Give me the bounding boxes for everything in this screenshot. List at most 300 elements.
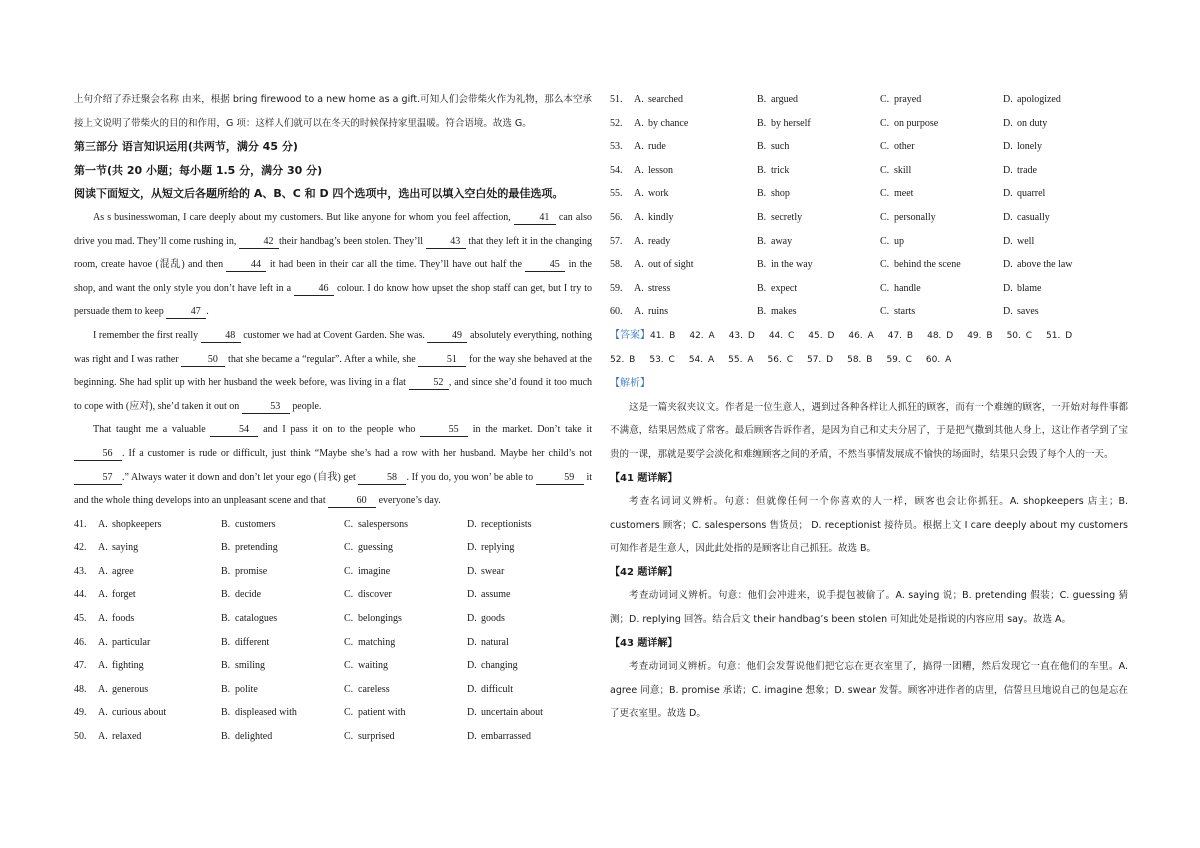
- option-text: assume: [481, 589, 511, 601]
- option-text: up: [894, 235, 904, 247]
- answer-item: 52. B: [610, 354, 636, 365]
- question-number: 41.: [74, 518, 87, 530]
- blank-47: 47: [166, 306, 206, 319]
- option-text: different: [235, 636, 270, 648]
- option-a: [634, 253, 757, 277]
- option-letter: A.: [634, 164, 644, 176]
- option-text: shop: [771, 188, 790, 200]
- option-letter: A.: [98, 613, 108, 625]
- option-a: [634, 159, 757, 183]
- option-letter: C.: [880, 188, 890, 200]
- question-number: 47.: [74, 660, 87, 672]
- option-a: [98, 513, 221, 537]
- option-letter: D.: [1003, 164, 1013, 176]
- blank-57: 57: [74, 472, 122, 485]
- option-row: [610, 300, 1128, 324]
- blank-43: 43: [426, 236, 466, 249]
- answer-item: 60. A: [925, 354, 952, 365]
- option-b: [757, 88, 880, 112]
- option-text: promise: [235, 565, 268, 577]
- option-b: [757, 206, 880, 230]
- option-text: makes: [771, 306, 797, 318]
- question-number: 43.: [74, 565, 87, 577]
- option-d: [1003, 277, 1126, 301]
- option-b: [221, 583, 344, 607]
- option-b: [757, 277, 880, 301]
- option-b: [221, 725, 344, 749]
- option-letter: A.: [98, 542, 108, 554]
- option-letter: A.: [98, 660, 108, 672]
- detail-43-text: 考查动词词义辨析。句意：他们会发誓说他们把它忘在更衣室里了，搞得一团糟，然后发现它一直在他们的车里。A. agree 同意；B. promise 承诺；C. imagine 想象；D. swear 发誓。顾客冲进作者的店里，信誓旦旦地说自己的包是忘在了更衣室里。故选 D。: [610, 661, 1128, 720]
- option-letter: B.: [221, 636, 231, 648]
- option-letter: C.: [880, 164, 890, 176]
- option-d: [1003, 112, 1126, 136]
- option-b: [221, 654, 344, 678]
- blank-53: 53: [242, 401, 290, 414]
- answer-item: 55. A: [728, 354, 754, 365]
- option-letter: C.: [344, 542, 354, 554]
- option-row: [74, 560, 592, 584]
- option-row: [74, 513, 592, 537]
- answer-item: 53. C: [649, 354, 675, 365]
- option-letter: A.: [98, 565, 108, 577]
- option-row: [610, 277, 1128, 301]
- option-a: [634, 88, 757, 112]
- option-letter: B.: [757, 282, 767, 294]
- option-letter: D.: [467, 660, 477, 672]
- option-d: [1003, 206, 1126, 230]
- option-letter: B.: [221, 683, 231, 695]
- question-number: 49.: [74, 707, 87, 719]
- option-letter: D.: [1003, 117, 1013, 129]
- option-letter: B.: [221, 518, 231, 530]
- option-text: such: [771, 141, 790, 153]
- answer-item: 58. B: [847, 354, 873, 365]
- option-a: [98, 678, 221, 702]
- option-text: kindly: [648, 211, 674, 223]
- option-row: [74, 701, 592, 725]
- option-row: [74, 725, 592, 749]
- option-text: stress: [648, 282, 671, 294]
- option-text: natural: [481, 636, 509, 648]
- option-text: smiling: [235, 660, 266, 672]
- option-b: [757, 182, 880, 206]
- question-number: 54.: [610, 164, 623, 176]
- option-c: [880, 159, 1003, 183]
- answer-item: 44. C: [768, 330, 795, 341]
- right-column: [610, 88, 1128, 726]
- option-letter: A.: [634, 117, 644, 129]
- option-text: changing: [481, 660, 518, 672]
- option-letter: B.: [757, 141, 767, 153]
- option-letter: D.: [1003, 188, 1013, 200]
- option-letter: B.: [221, 613, 231, 625]
- option-letter: B.: [757, 235, 767, 247]
- option-a: [98, 536, 221, 560]
- option-letter: D.: [467, 589, 477, 601]
- passage-paragraph-2: I remember the first really 48 customer we had at Covent Garden. She was. 49 absolutely everything, nothing was right and I was rather 50 that she became a “regular”. After a while, she 51 for the way she behaved at the beginning. She had split up with her husband the week before, was living in a flat 52 , and since she’d found it too much to cope with (应对), she’d taken it out on 53 people.: [74, 329, 593, 412]
- answer-item: 45. D: [808, 330, 835, 341]
- option-letter: A.: [634, 235, 644, 247]
- option-letter: A.: [634, 94, 644, 105]
- option-row: [610, 230, 1128, 254]
- blank-48: 48: [201, 330, 241, 343]
- option-letter: D.: [1003, 306, 1013, 318]
- option-a: [98, 607, 221, 631]
- option-b: [757, 159, 880, 183]
- option-text: curious about: [112, 707, 167, 719]
- option-text: catalogues: [235, 613, 278, 625]
- option-text: blame: [1017, 282, 1042, 294]
- option-b: [757, 112, 880, 136]
- detail-41-text: 考查名词词义辨析。句意：但就像任何一个你喜欢的人一样，顾客也会让你抓狂。A. shopkeepers 店主；B. customers 顾客；C. salespersons 售货员； D. receptionist 接待员。根据上文 I care deeply about my customers 可知作者是生意人，因此此处指的是顾客让自己抓狂。故选 B。: [610, 496, 1128, 555]
- intro-text: 上句介绍了乔迁聚会名称 由来，根据 bring firewood to a new home as a gift.可知人们会带柴火作为礼物，那么本空承接上文说明了带柴火的目的和作用，G 项：这样人们就可以在冬天的时候保持家里温暖。符合语境。故选 G。: [74, 94, 592, 129]
- option-text: on duty: [1017, 117, 1048, 129]
- option-c: [344, 678, 467, 702]
- option-row: [610, 135, 1128, 159]
- option-a: [98, 583, 221, 607]
- left-column: [74, 88, 592, 749]
- option-letter: D.: [1003, 282, 1013, 294]
- option-d: [467, 701, 587, 725]
- option-text: belongings: [358, 613, 402, 625]
- blank-54: 54: [210, 424, 258, 437]
- option-c: [344, 631, 467, 655]
- option-d: [1003, 182, 1126, 206]
- option-b: [221, 678, 344, 702]
- question-number: 53.: [610, 141, 623, 153]
- blank-60: 60: [328, 495, 376, 508]
- option-text: surprised: [358, 731, 395, 743]
- analysis-text: 这是一篇夹叙夹议文。作者是一位生意人，遇到过各种各样让人抓狂的顾客，而有一个难缠的顾客，一开始对每件事都不满意，结果居然成了常客。最后顾客告诉作者，是因为自己和丈夫分居了，于是把气撒到其他人身上，这让作者学到了宝贵的一课，那就是要学会淡化和难缠顾客之间的矛盾，不然当事情发展成不愉快的场面时，结果只会毁了每个人的一天。: [610, 401, 1128, 460]
- option-row: [610, 159, 1128, 183]
- blank-44: 44: [226, 259, 266, 272]
- option-letter: A.: [634, 141, 644, 153]
- option-letter: D.: [1003, 141, 1013, 153]
- option-text: expect: [771, 282, 798, 294]
- option-letter: A.: [98, 589, 108, 601]
- option-text: handle: [894, 282, 921, 294]
- option-d: [467, 607, 587, 631]
- option-text: meet: [894, 188, 914, 200]
- answer-item: 46. A: [848, 330, 874, 341]
- option-text: discover: [358, 589, 392, 601]
- option-b: [757, 230, 880, 254]
- option-letter: B.: [221, 707, 231, 719]
- option-c: [344, 583, 467, 607]
- option-text: quarrel: [1017, 188, 1046, 200]
- option-c: [344, 654, 467, 678]
- option-text: goods: [481, 613, 505, 625]
- option-b: [757, 135, 880, 159]
- blank-51: 51: [418, 354, 466, 367]
- option-a: [634, 300, 757, 324]
- option-text: relaxed: [112, 731, 142, 743]
- option-text: displeased with: [235, 707, 297, 719]
- option-text: away: [771, 235, 793, 247]
- option-text: shopkeepers: [112, 518, 162, 530]
- option-d: [1003, 135, 1126, 159]
- option-text: difficult: [481, 683, 514, 695]
- option-text: foods: [112, 613, 135, 625]
- option-letter: B.: [221, 589, 231, 601]
- option-letter: C.: [344, 613, 354, 625]
- answer-tag: 【答案】: [610, 329, 650, 341]
- option-text: saying: [112, 542, 139, 554]
- option-text: delighted: [235, 731, 273, 743]
- option-c: [344, 701, 467, 725]
- question-number: 48.: [74, 683, 87, 695]
- option-row: [74, 607, 592, 631]
- option-letter: C.: [880, 117, 890, 129]
- option-letter: C.: [344, 707, 354, 719]
- option-letter: D.: [467, 636, 477, 648]
- option-letter: C.: [344, 683, 354, 695]
- option-text: in the way: [771, 259, 813, 271]
- analysis-tag: 【解析】: [610, 378, 650, 390]
- option-b: [221, 560, 344, 584]
- option-letter: D.: [467, 613, 477, 625]
- answer-item: 47. B: [887, 330, 914, 341]
- question-number: 52.: [610, 117, 623, 129]
- option-text: out of sight: [648, 259, 694, 271]
- options-list-51-60: [610, 88, 1128, 324]
- option-row: [610, 182, 1128, 206]
- option-letter: D.: [1003, 94, 1013, 105]
- option-d: [1003, 159, 1126, 183]
- question-number: 60.: [610, 306, 623, 318]
- option-text: saves: [1017, 306, 1039, 318]
- passage-paragraph-1: As s businesswoman, I care deeply about my customers. But like anyone for whom you feel affection, 41 can also drive you mad. They’ll come rushing in, 42 their handbag’s been stolen. They’ll 43 that they left it in the changing room, create havoe (混乱) and then 44 it had been in their car all the time. They’ll have out half the 45 in the shop, and want the only style you don’t have left in a 46 colour. I do know how upset the shop staff can get, but I try to persuade them to keep 47 .: [74, 211, 593, 318]
- answer-item: 57. D: [806, 354, 834, 365]
- option-text: careless: [358, 683, 390, 695]
- option-text: trade: [1017, 164, 1037, 176]
- answer-item: 56. C: [767, 354, 793, 365]
- option-text: replying: [481, 542, 515, 554]
- blank-46: 46: [294, 283, 334, 296]
- option-row: [610, 112, 1128, 136]
- question-number: 56.: [610, 211, 623, 223]
- option-d: [467, 725, 587, 749]
- option-b: [221, 701, 344, 725]
- detail-42-title: 【42 题详解】: [610, 566, 678, 578]
- option-text: matching: [358, 636, 396, 648]
- option-row: [74, 654, 592, 678]
- option-text: waiting: [358, 660, 388, 672]
- option-letter: A.: [634, 188, 644, 200]
- option-text: above the law: [1017, 259, 1073, 271]
- option-a: [98, 654, 221, 678]
- option-letter: B.: [221, 542, 231, 554]
- option-letter: B.: [221, 731, 231, 743]
- answer-item: 51. D: [1046, 330, 1073, 341]
- blank-45: 45: [525, 259, 565, 272]
- option-letter: A.: [634, 211, 644, 223]
- option-a: [634, 182, 757, 206]
- option-text: prayed: [894, 94, 922, 105]
- option-d: [467, 631, 587, 655]
- detail-43-title: 【43 题详解】: [610, 637, 678, 649]
- answer-item: 41. B: [650, 330, 676, 341]
- answer-row-1: [610, 324, 1128, 349]
- option-text: other: [894, 141, 915, 153]
- option-a: [98, 560, 221, 584]
- option-a: [634, 230, 757, 254]
- option-letter: B.: [757, 259, 767, 271]
- option-letter: C.: [880, 235, 890, 247]
- option-text: ruins: [648, 306, 668, 318]
- option-letter: C.: [880, 259, 890, 271]
- option-text: embarrassed: [481, 731, 531, 743]
- option-a: [634, 277, 757, 301]
- option-c: [344, 513, 467, 537]
- option-text: customers: [235, 518, 276, 530]
- option-text: trick: [771, 164, 790, 176]
- option-letter: C.: [880, 141, 890, 153]
- option-d: [467, 536, 587, 560]
- option-d: [1003, 300, 1126, 324]
- option-letter: C.: [344, 518, 354, 530]
- option-b: [221, 536, 344, 560]
- option-letter: D.: [1003, 211, 1013, 223]
- blank-56: 56: [74, 448, 122, 461]
- option-letter: C.: [344, 660, 354, 672]
- option-c: [880, 230, 1003, 254]
- question-number: 55.: [610, 188, 623, 200]
- option-d: [467, 560, 587, 584]
- option-text: behind the scene: [894, 259, 961, 271]
- option-b: [757, 253, 880, 277]
- option-letter: C.: [344, 565, 354, 577]
- option-a: [634, 206, 757, 230]
- option-letter: B.: [221, 660, 231, 672]
- question-number: 45.: [74, 613, 87, 625]
- option-letter: B.: [757, 306, 767, 318]
- blank-41: 41: [514, 212, 556, 225]
- question-number: 51.: [610, 94, 623, 105]
- option-letter: C.: [344, 589, 354, 601]
- blank-55: 55: [420, 424, 468, 437]
- option-text: receptionists: [481, 518, 532, 530]
- option-b: [221, 607, 344, 631]
- option-d: [467, 583, 587, 607]
- option-a: [98, 631, 221, 655]
- answer-item: 54. A: [688, 354, 715, 365]
- section-one-heading: 第一节(共 20 小题；每小题 1.5 分，满分 30 分): [74, 163, 323, 177]
- option-b: [221, 631, 344, 655]
- option-row: [74, 678, 592, 702]
- option-text: rude: [648, 141, 666, 153]
- option-c: [344, 536, 467, 560]
- option-c: [344, 725, 467, 749]
- option-letter: D.: [467, 683, 477, 695]
- option-letter: A.: [634, 259, 644, 271]
- option-text: ready: [648, 235, 671, 247]
- option-a: [634, 135, 757, 159]
- option-text: forget: [112, 589, 136, 601]
- detail-42-text: 考查动词词义辨析。句意：他们会冲进来，说手提包被偷了。A. saying 说；B. pretending 假装；C. guessing 猜测；D. replying 回答。结合后文 their handbag’s been stolen 可知此处是指说的内容应用 say。故选 A。: [610, 590, 1128, 626]
- option-a: [98, 701, 221, 725]
- option-text: secretly: [771, 211, 803, 223]
- option-text: fighting: [112, 660, 144, 672]
- option-text: by chance: [648, 117, 689, 129]
- option-letter: C.: [880, 306, 890, 318]
- option-text: guessing: [358, 542, 393, 554]
- option-text: lonely: [1017, 141, 1042, 153]
- option-text: polite: [235, 683, 258, 695]
- option-letter: C.: [880, 282, 890, 294]
- option-c: [880, 277, 1003, 301]
- option-text: uncertain about: [481, 707, 543, 719]
- option-letter: A.: [98, 707, 108, 719]
- option-d: [1003, 253, 1126, 277]
- option-letter: A.: [634, 306, 644, 318]
- answer-item: 48. D: [927, 330, 954, 341]
- option-d: [1003, 88, 1126, 112]
- option-c: [880, 206, 1003, 230]
- option-row: [610, 253, 1128, 277]
- option-letter: A.: [98, 518, 108, 530]
- option-b: [221, 513, 344, 537]
- question-number: 58.: [610, 259, 623, 271]
- option-c: [880, 182, 1003, 206]
- option-letter: C.: [344, 636, 354, 648]
- option-letter: D.: [467, 565, 477, 577]
- question-number: 59.: [610, 282, 623, 294]
- option-text: decide: [235, 589, 262, 601]
- option-letter: D.: [467, 707, 477, 719]
- option-d: [467, 654, 587, 678]
- option-letter: B.: [757, 94, 767, 105]
- blank-52: 52: [409, 377, 449, 390]
- option-letter: D.: [467, 731, 477, 743]
- option-c: [344, 607, 467, 631]
- option-text: skill: [894, 164, 912, 176]
- option-row: [74, 536, 592, 560]
- option-letter: D.: [467, 542, 477, 554]
- answer-key: [610, 324, 1128, 372]
- option-letter: A.: [634, 282, 644, 294]
- option-text: pretending: [235, 542, 278, 554]
- option-text: work: [648, 188, 669, 200]
- option-letter: C.: [344, 731, 354, 743]
- option-text: patient with: [358, 707, 406, 719]
- option-letter: A.: [98, 731, 108, 743]
- option-row: [74, 631, 592, 655]
- option-text: particular: [112, 636, 151, 648]
- option-b: [757, 300, 880, 324]
- option-d: [467, 678, 587, 702]
- option-text: salespersons: [358, 518, 408, 530]
- option-text: imagine: [358, 565, 391, 577]
- option-text: by herself: [771, 117, 811, 129]
- question-number: 42.: [74, 542, 87, 554]
- option-text: casually: [1017, 211, 1050, 223]
- option-text: argued: [771, 94, 799, 105]
- part-three-heading: 第三部分 语言知识运用(共两节，满分 45 分): [74, 140, 298, 154]
- option-text: apologized: [1017, 94, 1061, 105]
- answer-item: 50. C: [1006, 330, 1033, 341]
- option-letter: D.: [1003, 235, 1013, 247]
- option-text: starts: [894, 306, 916, 318]
- option-letter: B.: [757, 188, 767, 200]
- blank-58: 58: [358, 472, 406, 485]
- blank-59: 59: [536, 472, 584, 485]
- blank-42: 42: [239, 236, 279, 249]
- option-c: [880, 253, 1003, 277]
- options-list-41-50: [74, 513, 592, 749]
- question-number: 46.: [74, 636, 87, 648]
